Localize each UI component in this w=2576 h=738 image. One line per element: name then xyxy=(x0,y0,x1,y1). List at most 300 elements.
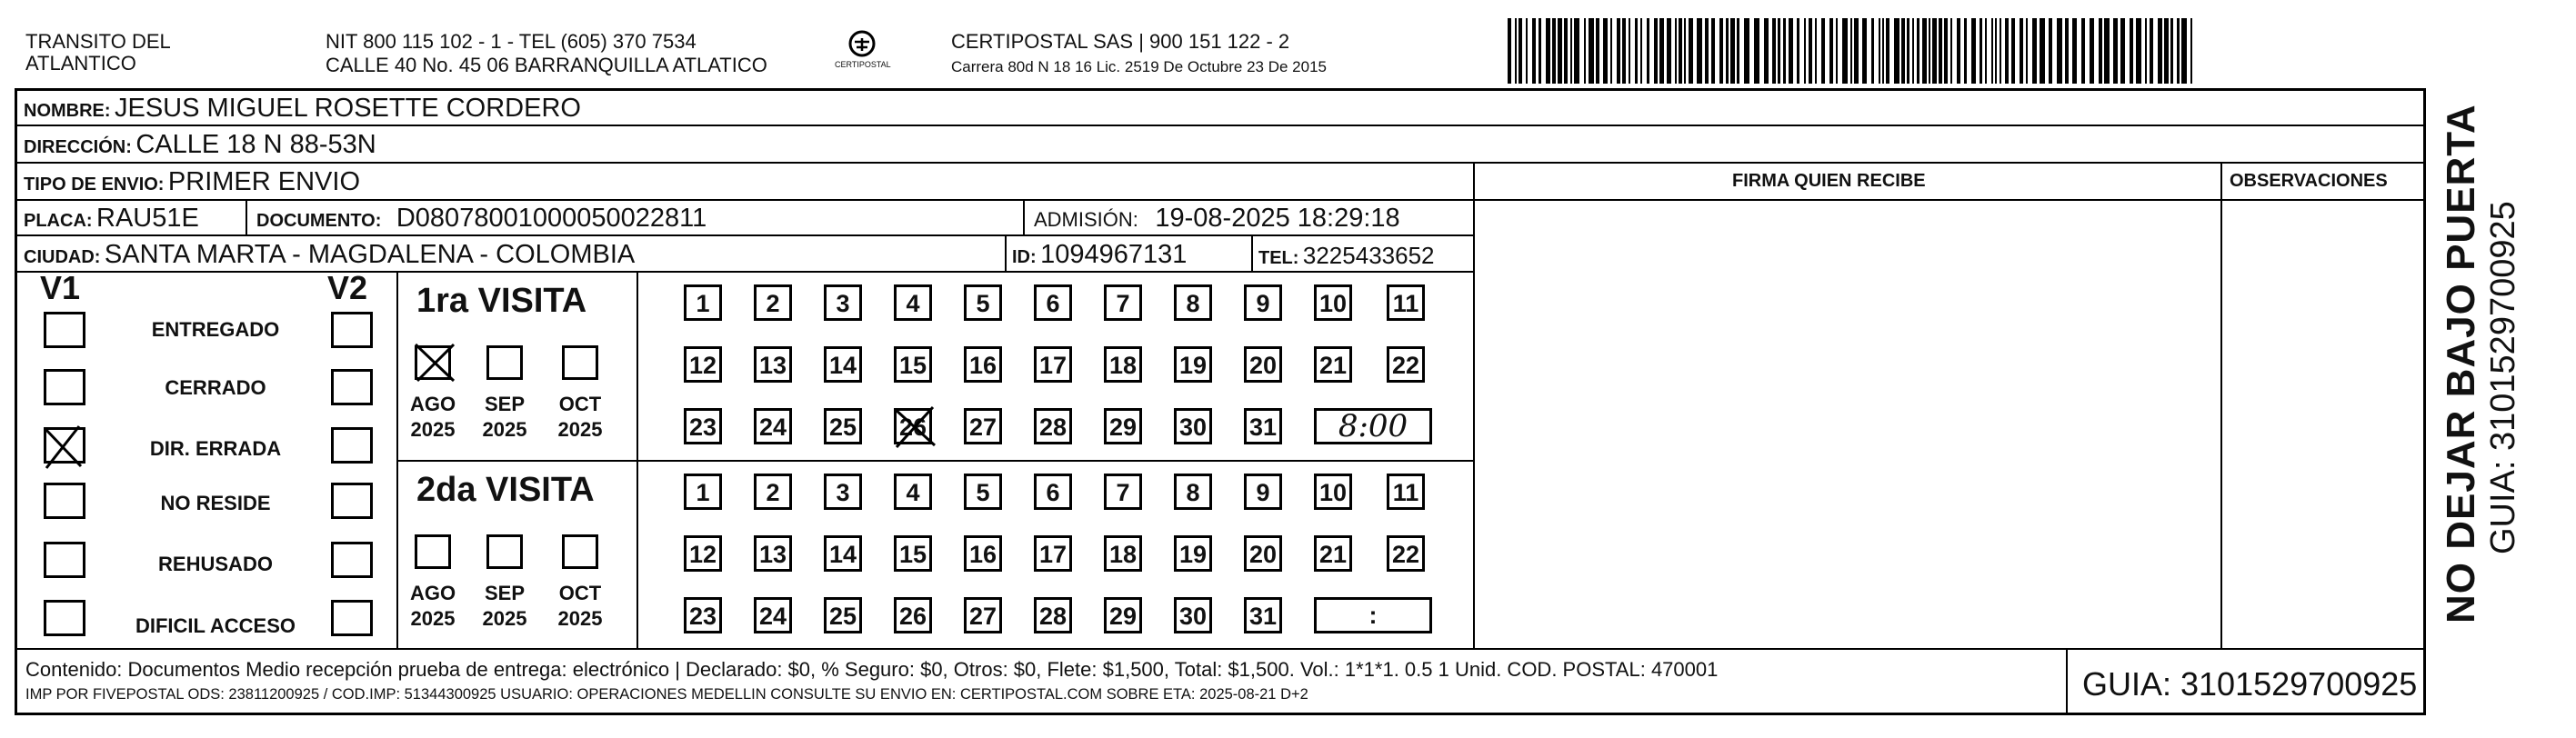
footer-guia: GUIA: 3101529700925 xyxy=(2082,665,2418,703)
barcode-bar xyxy=(1564,18,1568,84)
certipostal-logo xyxy=(835,29,889,75)
day-box-30[interactable] xyxy=(1174,408,1212,444)
barcode-bar xyxy=(1939,18,1942,84)
month-label-ago: AGO xyxy=(409,582,456,604)
observaciones-header: OBSERVACIONES xyxy=(2230,171,2388,191)
day-number: 12 xyxy=(688,352,717,379)
barcode-bar xyxy=(1894,18,1899,84)
day-box-7[interactable] xyxy=(1104,474,1142,510)
day-number: 15 xyxy=(898,352,927,379)
barcode-bar xyxy=(1957,18,1960,84)
day-number: 7 xyxy=(1116,290,1130,317)
day-number: 17 xyxy=(1038,541,1067,568)
day-box-19[interactable] xyxy=(1174,535,1212,572)
day-box-8[interactable] xyxy=(1174,284,1212,321)
barcode-bar xyxy=(2065,18,2069,84)
barcode-bar xyxy=(1991,18,1993,84)
barcode-bar xyxy=(1842,18,1848,84)
day-box-13[interactable] xyxy=(754,535,792,572)
status-label-3: DIR. ERRADA xyxy=(149,437,282,460)
month-checkbox-oct[interactable] xyxy=(562,534,598,569)
barcode-bar xyxy=(1539,18,1541,84)
day-number: 31 xyxy=(1248,414,1278,441)
day-number: 18 xyxy=(1108,541,1138,568)
barcode-bar xyxy=(1705,18,1709,84)
v2-header: V2 xyxy=(327,269,368,306)
barcode-bar xyxy=(1789,18,1793,84)
day-number: 17 xyxy=(1038,352,1067,379)
barcode-bar xyxy=(1971,18,1976,84)
ciudad-value: SANTA MARTA - MAGDALENA - COLOMBIA xyxy=(104,240,636,269)
day-box-18[interactable] xyxy=(1104,535,1142,572)
day-box-6[interactable] xyxy=(1034,474,1072,510)
tel-label: TEL: xyxy=(1258,248,1299,268)
admision-value: 19-08-2025 18:29:18 xyxy=(1155,204,1400,233)
day-number: 24 xyxy=(758,603,787,630)
day-box-16[interactable] xyxy=(964,346,1002,383)
day-number: 13 xyxy=(758,541,787,568)
v2-checkbox-4[interactable] xyxy=(331,483,373,519)
barcode-bar xyxy=(1617,18,1620,84)
ciudad-cell xyxy=(24,240,635,270)
tel-value: 3225433652 xyxy=(1302,242,1435,269)
courier-line: CERTIPOSTAL SAS | 900 151 122 - 2 xyxy=(951,30,1290,53)
day-box-2[interactable] xyxy=(754,284,792,321)
placa-label: PLACA: xyxy=(24,211,93,231)
day-number: 25 xyxy=(828,603,857,630)
firma-header: FIRMA QUIEN RECIBE xyxy=(1732,171,1926,191)
year-label-sep: 2025 xyxy=(482,418,527,441)
day-number: 1 xyxy=(696,479,710,506)
day-number: 4 xyxy=(906,290,920,317)
day-number: 25 xyxy=(828,414,857,441)
day-number: 11 xyxy=(1392,479,1419,506)
day-number: 22 xyxy=(1391,541,1420,568)
barcode-bar xyxy=(1871,18,1874,84)
barcode-bar xyxy=(1932,18,1937,84)
day-box-17[interactable] xyxy=(1034,535,1072,572)
barcode-bar xyxy=(2072,18,2077,84)
year-label-oct: 2025 xyxy=(557,418,603,441)
barcode-bar xyxy=(1570,18,1572,84)
day-box-16[interactable] xyxy=(964,535,1002,572)
barcode-bar xyxy=(1689,18,1693,84)
documento-label: DOCUMENTO: xyxy=(256,211,382,231)
barcode-bar xyxy=(1854,18,1859,84)
day-box-7[interactable] xyxy=(1104,284,1142,321)
day-box-28[interactable] xyxy=(1034,408,1072,444)
day-box-8[interactable] xyxy=(1174,474,1212,510)
barcode-bar xyxy=(2081,18,2085,84)
barcode-bar xyxy=(1719,18,1723,84)
barcode-bar xyxy=(1737,18,1739,84)
barcode-bar xyxy=(1886,18,1889,84)
day-box-15[interactable] xyxy=(894,346,932,383)
barcode-bar xyxy=(2049,18,2052,84)
contenido-line: Contenido: Documentos Medio recepción prueba de entrega: electrónico | Declarado: $0, % Seguro: $0, Otros: $0, Flete: $1,500, Total: $1,500. Vol.: 1*1*1. 0.5 1 Unid. COD. POSTAL: 470001 xyxy=(25,658,1719,681)
day-number: 8 xyxy=(1186,479,1200,506)
barcode-bar xyxy=(1850,18,1852,84)
barcode-bar xyxy=(1679,18,1682,84)
day-box-31[interactable] xyxy=(1244,597,1282,633)
direccion-label: DIRECCIÓN: xyxy=(24,137,132,157)
barcode-bar xyxy=(1610,18,1612,84)
day-number: 26 xyxy=(898,414,927,441)
status-label-5: REHUSADO xyxy=(158,553,273,575)
day-box-31[interactable] xyxy=(1244,408,1282,444)
tel-cell xyxy=(1258,242,1435,270)
no-dejar-warning: NO DEJAR BAJO PUERTA xyxy=(2439,104,2483,623)
status-label-4: NO RESIDE xyxy=(160,492,271,514)
year-label-ago: 2025 xyxy=(410,607,456,630)
barcode-bar xyxy=(2099,18,2102,84)
direccion-row xyxy=(24,130,376,160)
barcode-bar xyxy=(2150,18,2153,84)
day-number: 20 xyxy=(1248,541,1278,568)
barcode-bar xyxy=(1622,18,1626,84)
barcode-bar xyxy=(1574,18,1579,84)
month-checkbox-sep[interactable] xyxy=(486,345,523,380)
barcode-bar xyxy=(1829,18,1833,84)
day-box-20[interactable] xyxy=(1244,346,1282,383)
status-label-6: DIFICIL ACCESO xyxy=(135,614,296,637)
barcode-bar xyxy=(1882,18,1884,84)
day-box-30[interactable] xyxy=(1174,597,1212,633)
day-number: 9 xyxy=(1256,290,1270,317)
barcode-bar xyxy=(1929,18,1930,84)
admision-label: ADMISIÓN: xyxy=(1034,208,1138,231)
day-number: 28 xyxy=(1038,603,1067,630)
placa-cell xyxy=(24,204,199,234)
day-box-5[interactable] xyxy=(964,284,1002,321)
day-box-1[interactable] xyxy=(684,474,722,510)
day-box-11[interactable] xyxy=(1387,284,1425,321)
day-number: 30 xyxy=(1178,414,1208,441)
barcode-bar xyxy=(1546,18,1550,84)
barcode-bar xyxy=(1862,18,1867,84)
direccion-value: CALLE 18 N 88-53N xyxy=(135,130,376,159)
barcode xyxy=(1508,18,2199,84)
nombre-row xyxy=(24,94,581,124)
barcode-bar xyxy=(1985,18,1987,84)
x-mark-icon xyxy=(41,424,83,470)
barcode-bar xyxy=(2000,18,2001,84)
day-number: 24 xyxy=(758,414,787,441)
barcode-bar xyxy=(2057,18,2062,84)
day-number: 10 xyxy=(1318,479,1348,506)
day-number: 1 xyxy=(696,290,710,317)
day-number: 30 xyxy=(1178,603,1208,630)
day-number: 11 xyxy=(1392,290,1419,317)
day-box-29[interactable] xyxy=(1104,408,1142,444)
barcode-bar xyxy=(2164,18,2169,84)
barcode-bar xyxy=(1879,18,1880,84)
v2-checkbox-3[interactable] xyxy=(331,427,373,464)
barcode-bar xyxy=(2190,18,2192,84)
day-number: 27 xyxy=(968,603,997,630)
day-box-10[interactable] xyxy=(1314,474,1352,510)
month-checkbox-ago[interactable] xyxy=(415,534,451,569)
license-line: Carrera 80d N 18 16 Lic. 2519 De Octubre 23 De 2015 xyxy=(951,58,1327,75)
id-cell xyxy=(1012,240,1187,270)
barcode-bar xyxy=(2130,18,2133,84)
day-box-22[interactable] xyxy=(1387,535,1425,572)
day-number: 6 xyxy=(1046,479,1060,506)
tipo-value: PRIMER ENVIO xyxy=(167,167,361,196)
day-box-4[interactable] xyxy=(894,474,932,510)
barcode-bar xyxy=(1675,18,1677,84)
v1-checkbox-5[interactable] xyxy=(44,542,85,578)
barcode-bar xyxy=(1944,18,1948,84)
v1-checkbox-2[interactable] xyxy=(44,369,85,405)
year-label-ago: 2025 xyxy=(410,418,456,441)
time-value: 8:00 xyxy=(1338,408,1408,444)
barcode-bar xyxy=(1654,18,1658,84)
barcode-bar xyxy=(2020,18,2023,84)
month-label-oct: OCT xyxy=(558,393,602,415)
day-box-12[interactable] xyxy=(684,346,722,383)
barcode-bar xyxy=(1950,18,1952,84)
day-number: 18 xyxy=(1108,352,1138,379)
day-box-27[interactable] xyxy=(964,597,1002,633)
barcode-bar xyxy=(2177,18,2180,84)
month-checkbox-ago[interactable] xyxy=(415,345,451,380)
status-label-1: ENTREGADO xyxy=(151,318,280,341)
day-number: 23 xyxy=(688,603,717,630)
day-number: 19 xyxy=(1178,541,1208,568)
day-number: 2 xyxy=(766,290,780,317)
day-box-24[interactable] xyxy=(754,597,792,633)
day-number: 27 xyxy=(968,414,997,441)
day-number: 16 xyxy=(968,352,997,379)
nombre-value: JESUS MIGUEL ROSETTE CORDERO xyxy=(115,94,581,123)
barcode-bar xyxy=(1754,18,1759,84)
day-number: 6 xyxy=(1046,290,1060,317)
barcode-bar xyxy=(1526,18,1528,84)
year-label-sep: 2025 xyxy=(482,607,527,630)
day-box-29[interactable] xyxy=(1104,597,1142,633)
id-label: ID: xyxy=(1012,247,1037,267)
day-box-14[interactable] xyxy=(824,346,862,383)
day-box-3[interactable] xyxy=(824,474,862,510)
barcode-bar xyxy=(1730,18,1735,84)
barcode-bar xyxy=(1995,18,1997,84)
day-box-26[interactable] xyxy=(894,408,932,444)
barcode-bar xyxy=(1635,18,1638,84)
day-number: 5 xyxy=(976,290,990,317)
day-number: 14 xyxy=(828,352,857,379)
day-box-26[interactable] xyxy=(894,597,932,633)
barcode-bar xyxy=(1815,18,1817,84)
day-number: 23 xyxy=(688,414,717,441)
v2-checkbox-2[interactable] xyxy=(331,369,373,405)
day-box-23[interactable] xyxy=(684,408,722,444)
v2-checkbox-1[interactable] xyxy=(331,312,373,348)
barcode-bar xyxy=(1711,18,1715,84)
day-box-6[interactable] xyxy=(1034,284,1072,321)
barcode-bar xyxy=(1809,18,1812,84)
barcode-bar xyxy=(1917,18,1919,84)
day-number: 9 xyxy=(1256,479,1270,506)
side-guia: GUIA: 3101529700925 xyxy=(2484,201,2522,554)
barcode-bar xyxy=(2113,18,2118,84)
tipo-row xyxy=(24,167,360,197)
tipo-label: TIPO DE ENVIO: xyxy=(24,175,165,194)
barcode-bar xyxy=(1659,18,1664,84)
placa-value: RAU51E xyxy=(96,204,199,233)
barcode-bar xyxy=(2104,18,2110,84)
barcode-bar xyxy=(1778,18,1780,84)
day-box-28[interactable] xyxy=(1034,597,1072,633)
day-box-5[interactable] xyxy=(964,474,1002,510)
time-box[interactable] xyxy=(1314,408,1432,444)
day-number: 20 xyxy=(1248,352,1278,379)
day-box-11[interactable] xyxy=(1387,474,1425,510)
day-box-22[interactable] xyxy=(1387,346,1425,383)
documento-value: D08078001000050022811 xyxy=(396,204,707,233)
day-box-1[interactable] xyxy=(684,284,722,321)
day-box-19[interactable] xyxy=(1174,346,1212,383)
barcode-bar xyxy=(2011,18,2015,84)
barcode-bar xyxy=(1912,18,1914,84)
admision-cell xyxy=(1034,204,1400,234)
nit-line: NIT 800 115 102 - 1 - TEL (605) 370 7534 xyxy=(326,30,697,53)
day-number: 2 xyxy=(766,479,780,506)
barcode-bar xyxy=(1922,18,1927,84)
day-box-27[interactable] xyxy=(964,408,1002,444)
day-number: 21 xyxy=(1318,352,1348,379)
day-number: 29 xyxy=(1108,603,1138,630)
barcode-bar xyxy=(2181,18,2187,84)
barcode-bar xyxy=(1980,18,1982,84)
v1-checkbox-4[interactable] xyxy=(44,483,85,519)
barcode-bar xyxy=(2032,18,2037,84)
year-label-oct: 2025 xyxy=(557,607,603,630)
documento-cell xyxy=(256,204,707,234)
day-box-17[interactable] xyxy=(1034,346,1072,383)
barcode-bar xyxy=(2090,18,2094,84)
barcode-bar xyxy=(1640,18,1642,84)
day-box-2[interactable] xyxy=(754,474,792,510)
day-box-12[interactable] xyxy=(684,535,722,572)
barcode-bar xyxy=(1596,18,1599,84)
v2-checkbox-5[interactable] xyxy=(331,542,373,578)
day-number: 3 xyxy=(836,290,850,317)
day-number: 22 xyxy=(1391,352,1420,379)
barcode-bar xyxy=(1901,18,1905,84)
day-box-3[interactable] xyxy=(824,284,862,321)
barcode-bar xyxy=(2120,18,2125,84)
day-box-25[interactable] xyxy=(824,408,862,444)
day-box-23[interactable] xyxy=(684,597,722,633)
x-mark-icon xyxy=(889,404,940,451)
day-box-9[interactable] xyxy=(1244,284,1282,321)
day-box-9[interactable] xyxy=(1244,474,1282,510)
barcode-bar xyxy=(1603,18,1608,84)
day-number: 5 xyxy=(976,479,990,506)
day-number: 14 xyxy=(828,541,857,568)
barcode-bar xyxy=(1589,18,1594,84)
barcode-bar xyxy=(1964,18,1967,84)
day-box-20[interactable] xyxy=(1244,535,1282,572)
barcode-bar xyxy=(1508,18,1511,84)
day-box-10[interactable] xyxy=(1314,284,1352,321)
day-box-21[interactable] xyxy=(1314,346,1352,383)
logo-text: CERTIPOSTAL xyxy=(835,60,891,69)
day-number: 7 xyxy=(1116,479,1130,506)
v1-checkbox-3[interactable] xyxy=(44,427,85,464)
ciudad-label: CIUDAD: xyxy=(24,247,101,267)
day-box-24[interactable] xyxy=(754,408,792,444)
barcode-bar xyxy=(2026,18,2028,84)
day-box-14[interactable] xyxy=(824,535,862,572)
barcode-bar xyxy=(1552,18,1556,84)
day-box-13[interactable] xyxy=(754,346,792,383)
day-box-15[interactable] xyxy=(894,535,932,572)
barcode-bar xyxy=(1647,18,1649,84)
barcode-bar xyxy=(1558,18,1562,84)
v1-checkbox-6[interactable] xyxy=(44,600,85,636)
barcode-bar xyxy=(2170,18,2173,84)
month-checkbox-sep[interactable] xyxy=(486,534,523,569)
day-number: 10 xyxy=(1318,290,1348,317)
day-box-21[interactable] xyxy=(1314,535,1352,572)
address-line: CALLE 40 No. 45 06 BARRANQUILLA ATLATICO xyxy=(326,54,767,76)
month-label-ago: AGO xyxy=(409,393,456,415)
day-number: 29 xyxy=(1108,414,1138,441)
day-box-4[interactable] xyxy=(894,284,932,321)
barcode-bar xyxy=(1772,18,1776,84)
imp-line: IMP POR FIVEPOSTAL ODS: 23811200925 / COD.IMP: 51344300925 USUARIO: OPERACIONES MEDELLIN CONSULTE SU ENVIO EN: CERTIPOSTAL.COM SOBRE ETA: 2025-08-21 D+2 xyxy=(25,686,1308,703)
barcode-bar xyxy=(1764,18,1769,84)
day-box-25[interactable] xyxy=(824,597,862,633)
nombre-label: NOMBRE: xyxy=(24,101,111,121)
day-number: 19 xyxy=(1178,352,1208,379)
v1-header: V1 xyxy=(40,269,81,306)
barcode-bar xyxy=(1726,18,1729,84)
barcode-bar xyxy=(1783,18,1786,84)
month-label-sep: SEP xyxy=(484,582,526,604)
day-number: 26 xyxy=(898,603,927,630)
barcode-bar xyxy=(1532,18,1536,84)
id-value: 1094967131 xyxy=(1040,240,1188,269)
barcode-bar xyxy=(2158,18,2162,84)
x-mark-icon xyxy=(412,341,459,384)
day-number: 4 xyxy=(906,479,920,506)
barcode-bar xyxy=(1667,18,1671,84)
barcode-bar xyxy=(1821,18,1825,84)
month-checkbox-oct[interactable] xyxy=(562,345,598,380)
barcode-bar xyxy=(1629,18,1630,84)
barcode-bar xyxy=(1744,18,1749,84)
time-box[interactable] xyxy=(1314,597,1432,633)
form-frame xyxy=(15,88,2426,715)
barcode-bar xyxy=(2145,18,2147,84)
day-box-18[interactable] xyxy=(1104,346,1142,383)
day-number: 28 xyxy=(1038,414,1067,441)
month-label-oct: OCT xyxy=(558,582,602,604)
issuer-line1: TRANSITO DEL xyxy=(25,30,171,53)
barcode-bar xyxy=(1836,18,1838,84)
barcode-bar xyxy=(1519,18,1522,84)
barcode-bar xyxy=(1804,18,1806,84)
time-value: : xyxy=(1368,602,1378,629)
barcode-bar xyxy=(1584,18,1586,84)
v2-checkbox-6[interactable] xyxy=(331,600,373,636)
status-label-2: CERRADO xyxy=(165,376,266,399)
v1-checkbox-1[interactable] xyxy=(44,312,85,348)
day-number: 12 xyxy=(688,541,717,568)
